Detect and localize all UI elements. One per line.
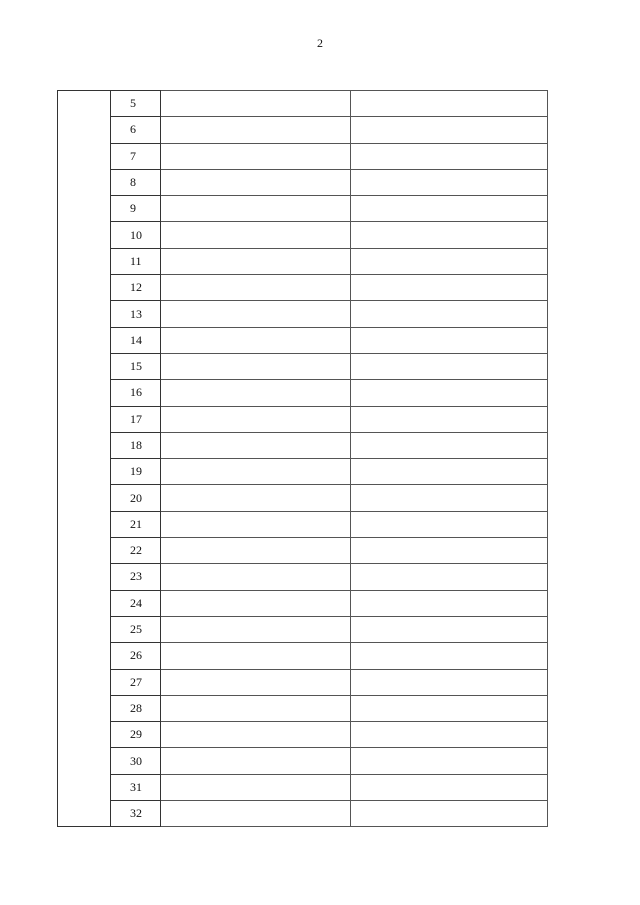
entry-cell-left[interactable] — [161, 432, 351, 458]
table-row — [58, 196, 548, 222]
row-number-cell: 22 — [111, 538, 161, 564]
entry-cell-right[interactable] — [351, 406, 548, 432]
entry-cell-right[interactable] — [351, 459, 548, 485]
row-number-cell: 15 — [111, 353, 161, 379]
row-number-cell: 5 — [111, 91, 161, 117]
row-number-cell: 11 — [111, 248, 161, 274]
entry-cell-right[interactable] — [351, 222, 548, 248]
table-row — [58, 564, 548, 590]
entry-cell-left[interactable] — [161, 222, 351, 248]
table-body — [58, 91, 548, 827]
row-number-cell: 13 — [111, 301, 161, 327]
entry-cell-left[interactable] — [161, 485, 351, 511]
entry-cell-left[interactable] — [161, 722, 351, 748]
entry-cell-right[interactable] — [351, 248, 548, 274]
entry-cell-left[interactable] — [161, 327, 351, 353]
table-row — [58, 353, 548, 379]
entry-cell-right[interactable] — [351, 196, 548, 222]
entry-cell-right[interactable] — [351, 774, 548, 800]
entry-cell-right[interactable] — [351, 275, 548, 301]
entry-cell-left[interactable] — [161, 143, 351, 169]
entry-cell-right[interactable] — [351, 590, 548, 616]
page-number: 2 — [317, 36, 323, 50]
row-number-cell: 26 — [111, 643, 161, 669]
entry-cell-left[interactable] — [161, 353, 351, 379]
entry-cell-right[interactable] — [351, 616, 548, 642]
entry-cell-right[interactable] — [351, 538, 548, 564]
entry-cell-left[interactable] — [161, 511, 351, 537]
entry-cell-right[interactable] — [351, 643, 548, 669]
table-row — [58, 801, 548, 827]
table-row — [58, 511, 548, 537]
row-number-cell: 9 — [111, 196, 161, 222]
entry-cell-right[interactable] — [351, 143, 548, 169]
row-number-cell: 32 — [111, 801, 161, 827]
table-row — [58, 695, 548, 721]
table-row — [58, 616, 548, 642]
row-number-cell: 16 — [111, 380, 161, 406]
table-row — [58, 669, 548, 695]
entry-cell-left[interactable] — [161, 248, 351, 274]
row-number-cell: 30 — [111, 748, 161, 774]
entry-cell-left[interactable] — [161, 275, 351, 301]
entry-cell-left[interactable] — [161, 91, 351, 117]
entry-cell-left[interactable] — [161, 669, 351, 695]
row-number-cell: 19 — [111, 459, 161, 485]
entry-cell-left[interactable] — [161, 590, 351, 616]
table-row — [58, 485, 548, 511]
row-number-cell: 12 — [111, 275, 161, 301]
table-row — [58, 722, 548, 748]
table-row — [58, 275, 548, 301]
entry-cell-right[interactable] — [351, 485, 548, 511]
row-number-cell: 23 — [111, 564, 161, 590]
table-row — [58, 538, 548, 564]
row-number-cell: 20 — [111, 485, 161, 511]
row-number-cell: 27 — [111, 669, 161, 695]
entry-cell-right[interactable] — [351, 722, 548, 748]
entry-cell-right[interactable] — [351, 432, 548, 458]
entry-cell-right[interactable] — [351, 669, 548, 695]
table-row — [58, 748, 548, 774]
entry-cell-right[interactable] — [351, 301, 548, 327]
table-row — [58, 222, 548, 248]
entry-cell-right[interactable] — [351, 169, 548, 195]
entry-cell-left[interactable] — [161, 616, 351, 642]
entry-cell-right[interactable] — [351, 327, 548, 353]
table-row — [58, 143, 548, 169]
entry-cell-left[interactable] — [161, 748, 351, 774]
row-number-cell: 10 — [111, 222, 161, 248]
entry-cell-left[interactable] — [161, 643, 351, 669]
entry-cell-left[interactable] — [161, 564, 351, 590]
table-row — [58, 406, 548, 432]
entry-cell-left[interactable] — [161, 117, 351, 143]
table-row — [58, 432, 548, 458]
table-row — [58, 380, 548, 406]
row-number-cell: 24 — [111, 590, 161, 616]
entry-cell-left[interactable] — [161, 538, 351, 564]
entry-cell-right[interactable] — [351, 117, 548, 143]
entry-cell-left[interactable] — [161, 801, 351, 827]
row-number-cell: 18 — [111, 432, 161, 458]
entry-cell-left[interactable] — [161, 774, 351, 800]
entry-cell-right[interactable] — [351, 353, 548, 379]
row-number-cell: 25 — [111, 616, 161, 642]
row-number-cell: 14 — [111, 327, 161, 353]
entry-table — [57, 90, 548, 827]
row-number-cell: 28 — [111, 695, 161, 721]
row-number-cell: 31 — [111, 774, 161, 800]
entry-cell-right[interactable] — [351, 380, 548, 406]
entry-cell-right[interactable] — [351, 91, 548, 117]
entry-cell-left[interactable] — [161, 459, 351, 485]
table-row — [58, 117, 548, 143]
row-number-cell: 7 — [111, 143, 161, 169]
row-number-cell: 29 — [111, 722, 161, 748]
entry-cell-left[interactable] — [161, 196, 351, 222]
entry-cell-left[interactable] — [161, 380, 351, 406]
table-row — [58, 327, 548, 353]
table-row — [58, 643, 548, 669]
entry-cell-right[interactable] — [351, 695, 548, 721]
table-row — [58, 774, 548, 800]
row-number-cell: 6 — [111, 117, 161, 143]
entry-cell-right[interactable] — [351, 801, 548, 827]
entry-cell-left[interactable] — [161, 695, 351, 721]
entry-cell-left[interactable] — [161, 406, 351, 432]
table-row — [58, 590, 548, 616]
table-row — [58, 248, 548, 274]
table-row — [58, 169, 548, 195]
row-number-cell: 17 — [111, 406, 161, 432]
row-number-cell: 21 — [111, 511, 161, 537]
entry-cell-right[interactable] — [351, 564, 548, 590]
entry-cell-left[interactable] — [161, 169, 351, 195]
entry-cell-right[interactable] — [351, 748, 548, 774]
row-number-cell: 8 — [111, 169, 161, 195]
table-row — [58, 91, 548, 117]
entry-cell-right[interactable] — [351, 511, 548, 537]
table-row — [58, 301, 548, 327]
table-row — [58, 459, 548, 485]
merged-left-cell — [58, 91, 111, 827]
entry-cell-left[interactable] — [161, 301, 351, 327]
